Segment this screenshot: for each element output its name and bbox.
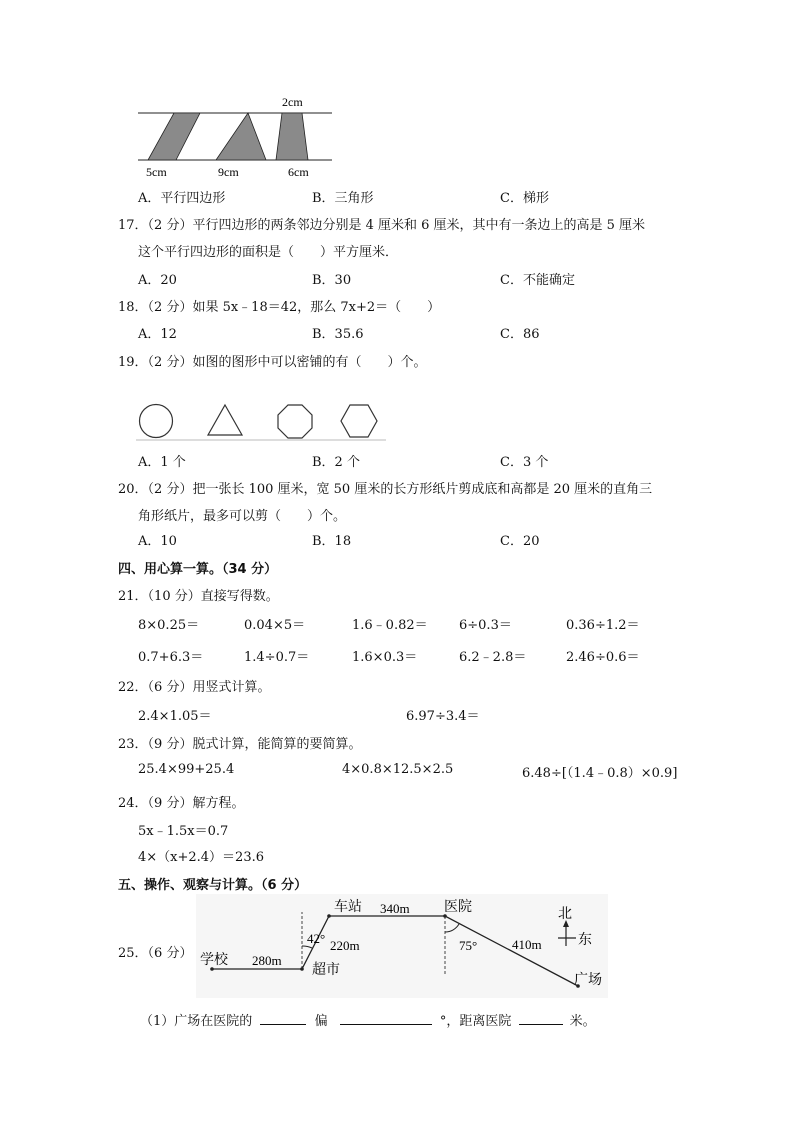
label-east: 东 xyxy=(578,933,592,948)
q25-label: 25．（6 分） xyxy=(118,946,193,961)
q21-stem: 21．（10 分）直接写得数。 xyxy=(118,589,279,604)
q21-item-3: 1.6﹣0.82＝ xyxy=(352,618,428,633)
q18-option-c[interactable]: C．86 xyxy=(500,327,540,342)
q20-stem-line2: 角形纸片，最多可以剪（ ）个。 xyxy=(138,509,347,524)
q18-option-b[interactable]: B．35.6 xyxy=(312,327,364,342)
label-angle-42: 42° xyxy=(307,931,326,946)
q21-item-6: 0.7+6.3＝ xyxy=(138,650,204,665)
section-5-heading: 五、操作、观察与计算。（6 分） xyxy=(118,878,308,893)
answer-blank-distance[interactable] xyxy=(519,1012,563,1025)
label-hospital: 医院 xyxy=(444,900,472,915)
q17-option-b[interactable]: B．30 xyxy=(312,273,352,288)
q17-stem-line1: 17．（2 分）平行四边形的两条邻边分别是 4 厘米和 6 厘米，其中有一条边上的高是 5 厘米 xyxy=(118,218,646,233)
q21-item-10: 2.46÷0.6＝ xyxy=(566,650,640,665)
q20-option-c[interactable]: C．20 xyxy=(500,534,540,549)
point-supermarket xyxy=(300,967,304,971)
q24-equation-1: 5x﹣1.5x＝0.7 xyxy=(138,824,229,839)
answer-blank-direction-1[interactable] xyxy=(260,1012,306,1025)
q25-sub1-text-d: 米。 xyxy=(569,1014,596,1029)
q22-item-2: 6.97÷3.4＝ xyxy=(406,709,480,724)
circle-shape xyxy=(140,405,173,438)
q21-item-5: 0.36÷1.2＝ xyxy=(566,618,640,633)
label-220m: 220m xyxy=(330,938,360,953)
q23-stem: 23．（9 分）脱式计算，能简算的要简算。 xyxy=(118,737,362,752)
q24-equation-2: 4×（x+2.4）＝23.6 xyxy=(138,850,265,865)
q22-item-1: 2.4×1.05＝ xyxy=(138,709,212,724)
label-station: 车站 xyxy=(334,900,362,915)
label-340m: 340m xyxy=(380,901,410,916)
q17-option-c[interactable]: C．不能确定 xyxy=(500,273,575,288)
q16-option-a[interactable]: A．平行四边形 xyxy=(138,191,226,206)
octagon-shape xyxy=(278,405,312,438)
label-5cm: 5cm xyxy=(146,165,167,179)
q19-option-c[interactable]: C．3 个 xyxy=(500,455,549,470)
q20-option-b[interactable]: B．18 xyxy=(312,534,352,549)
label-school: 学校 xyxy=(200,953,228,968)
q21-item-9: 6.2﹣2.8＝ xyxy=(459,650,527,665)
triangle-shape xyxy=(216,113,266,160)
q17-option-a[interactable]: A．20 xyxy=(138,273,177,288)
q21-item-2: 0.04×5＝ xyxy=(244,618,306,633)
trapezoid-shape xyxy=(276,113,308,160)
answer-blank-direction-2[interactable] xyxy=(340,1012,432,1025)
hexagon-shape xyxy=(341,405,377,437)
label-6cm: 6cm xyxy=(288,165,309,179)
q18-option-a[interactable]: A．12 xyxy=(138,327,177,342)
figure-shapes-between-parallel-lines xyxy=(136,92,336,180)
label-410m: 410m xyxy=(512,937,542,952)
parallelogram-shape xyxy=(148,113,200,160)
q25-sub1-text-c: °，距离医院 xyxy=(439,1014,512,1029)
q24-stem: 24．（9 分）解方程。 xyxy=(118,796,245,811)
section-4-heading: 四、用心算一算。（34 分） xyxy=(118,562,278,577)
label-2cm: 2cm xyxy=(282,95,303,109)
q21-item-1: 8×0.25＝ xyxy=(138,618,200,633)
label-280m: 280m xyxy=(252,953,282,968)
q19-stem: 19．（2 分）如图的图形中可以密铺的有（ ）个。 xyxy=(118,355,427,370)
q19-option-b[interactable]: B．2 个 xyxy=(312,455,360,470)
point-station xyxy=(327,914,331,918)
label-supermarket: 超市 xyxy=(312,963,340,978)
label-angle-75: 75° xyxy=(459,938,478,953)
q18-stem: 18．（2 分）如果 5x﹣18＝42，那么 7x+2＝（ ） xyxy=(118,300,441,315)
q20-stem-line1: 20．（2 分）把一张长 100 厘米，宽 50 厘米的长方形纸片剪成底和高都是 20 厘米的直角三 xyxy=(118,482,653,497)
q20-option-a[interactable]: A．10 xyxy=(138,534,177,549)
q21-item-4: 6÷0.3＝ xyxy=(459,618,512,633)
triangle-outline-shape xyxy=(208,405,242,435)
label-square: 广场 xyxy=(574,973,602,988)
q16-option-c[interactable]: C．梯形 xyxy=(500,191,549,206)
q23-item-2: 4×0.8×12.5×2.5 xyxy=(342,762,454,777)
q21-item-7: 1.4÷0.7＝ xyxy=(244,650,310,665)
q23-item-1: 25.4×99+25.4 xyxy=(138,762,235,777)
q23-item-3: 6.48÷[（1.4﹣0.8）×0.9] xyxy=(522,766,678,781)
figure-tiling-shapes xyxy=(136,401,386,441)
q25-sub1 xyxy=(140,1010,596,1029)
label-north: 北 xyxy=(558,907,572,922)
q16-option-b[interactable]: B．三角形 xyxy=(312,191,374,206)
label-9cm: 9cm xyxy=(218,165,239,179)
route-map-figure xyxy=(196,894,608,998)
q25-sub1-text-b: 偏 xyxy=(314,1014,328,1029)
q25-sub1-text-a: （1）广场在医院的 xyxy=(140,1014,253,1029)
q21-item-8: 1.6×0.3＝ xyxy=(352,650,418,665)
q17-stem-line2: 这个平行四边形的面积是（ ）平方厘米． xyxy=(138,245,399,260)
q22-stem: 22．（6 分）用竖式计算。 xyxy=(118,680,271,695)
q19-option-a[interactable]: A．1 个 xyxy=(138,455,186,470)
